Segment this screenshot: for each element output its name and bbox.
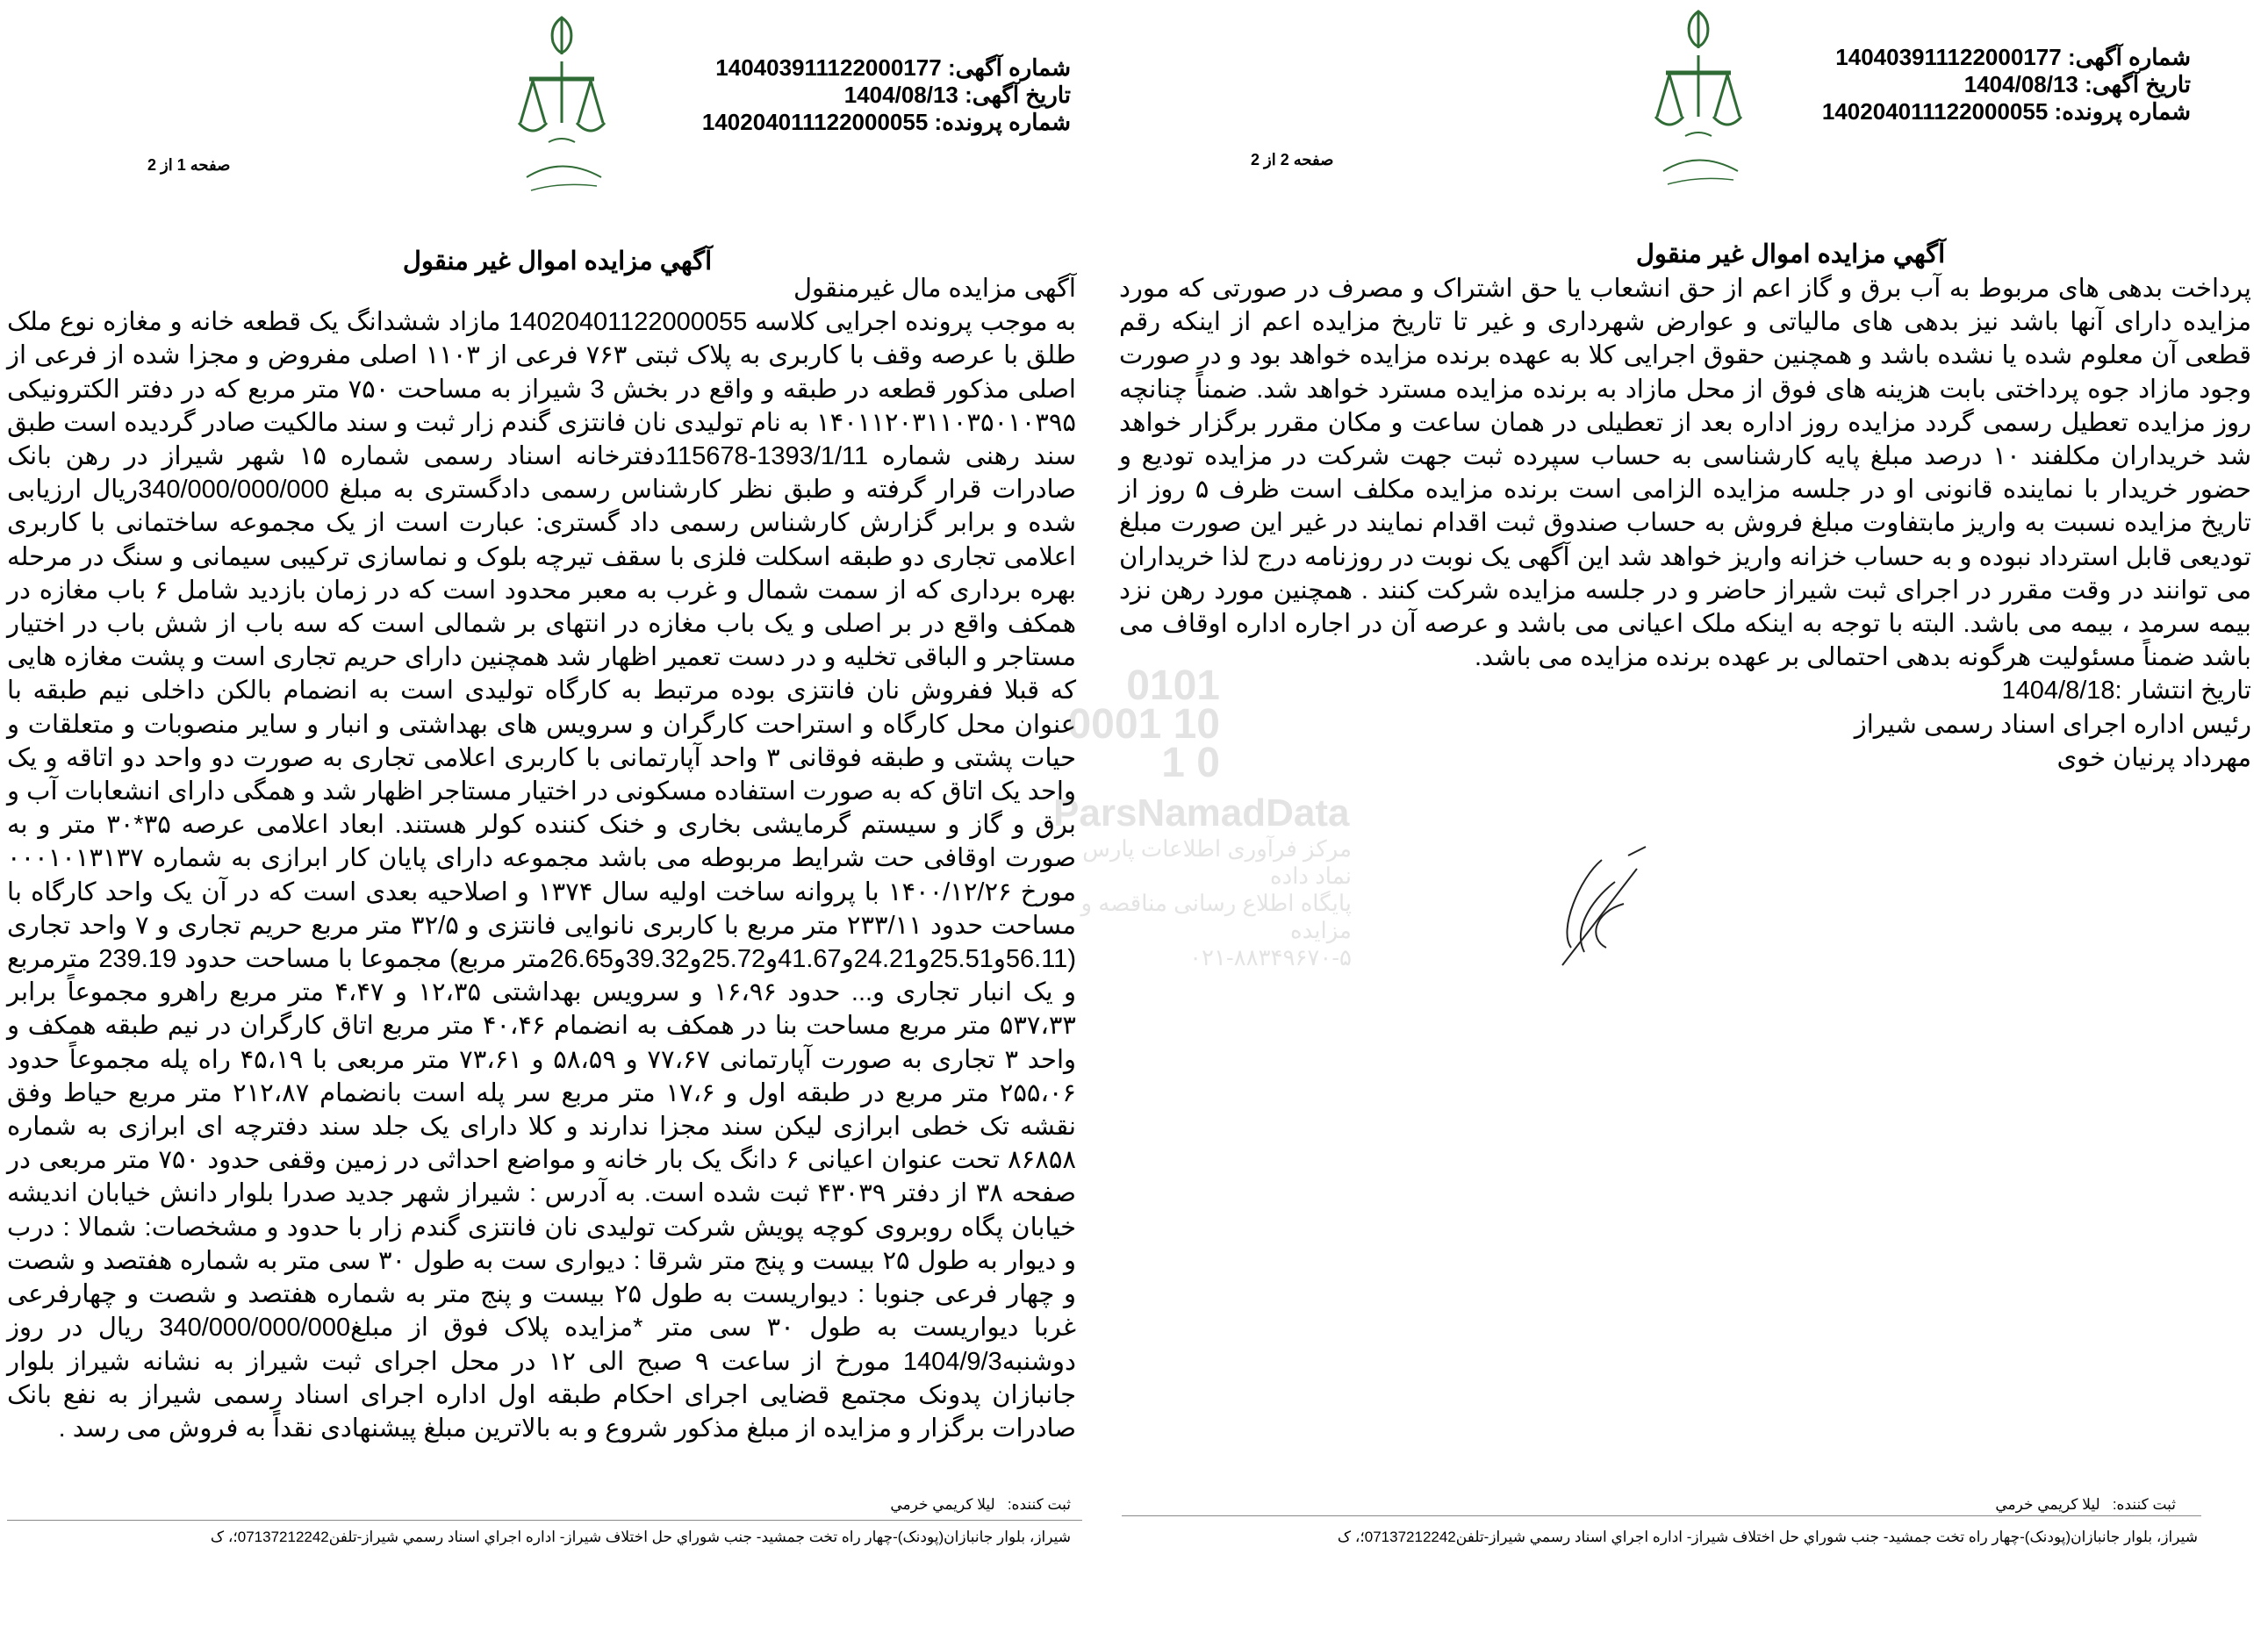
ad-date-label: تاریخ آگهی: <box>965 82 1071 108</box>
ad-number: 140403911122000177 <box>715 54 942 81</box>
document-title: آگهي مزايده اموال غير منقول <box>1635 240 1946 269</box>
header-meta <box>1822 44 2191 125</box>
ad-date-label: تاریخ آگهی: <box>2085 71 2191 97</box>
document-page-2 <box>1115 0 2268 1640</box>
watermark-brand: ParsNamadData <box>1053 791 1350 834</box>
registrar-label: ثبت کننده: <box>1007 1496 1071 1513</box>
notice-subheading: آگهی مزایده مال غیرمنقول <box>793 275 1076 303</box>
ad-date-row <box>1822 71 2191 98</box>
watermark-phone: ۰۲۱-۸۸۳۴۹۶۷۰-۵ <box>1189 944 1352 970</box>
case-number-label: شماره پرونده: <box>2054 98 2191 125</box>
footer-address: شیراز، بلوار جانبازان(پودنک)-چهار راه تخت جمشید- جنب شوراي حل اختلاف شيراز- اداره اجراي اسناد رسمي شيراز-تلفن07137212242؛، ک <box>1337 1529 2198 1545</box>
case-number-row <box>1822 98 2191 125</box>
header-meta <box>702 54 1071 136</box>
footer-divider <box>1122 1515 2201 1516</box>
ad-number-row <box>702 54 1071 82</box>
case-number: 140204011122000055 <box>1821 98 2049 125</box>
ad-date: 1404/08/13 <box>843 82 958 108</box>
ad-date: 1404/08/13 <box>1963 71 2078 97</box>
ad-number: 140403911122000177 <box>1835 44 2062 70</box>
registrar-label: ثبت کننده: <box>2112 1496 2176 1513</box>
publish-date-row <box>1119 674 2251 707</box>
auction-conditions-body <box>1119 272 2251 775</box>
watermark-binary: 0101 0001 10 1 0 <box>1067 662 1220 786</box>
footer-address: شیراز، بلوار جانبازان(پودنک)-چهار راه تخت جمشید- جنب شوراي حل اختلاف شيراز- اداره اجراي اسناد رسمي شيراز-تلفن07137212242؛، ک <box>210 1529 1071 1545</box>
case-number-label: شماره پرونده: <box>934 109 1071 135</box>
watermark-line: مرکز فرآوری اطلاعات پارس نماد داده <box>1082 835 1352 889</box>
signature-image <box>1554 842 1650 974</box>
judiciary-emblem-logo <box>1615 4 1782 197</box>
registrar-name: لیلا کریمي خرمي <box>890 1496 995 1513</box>
conditions-text: پرداخت بدهی های مربوط به آب برق و گاز اعم از حق انشعاب یا حق اشتراک و مصرف در صورتی که مورد مزایده دارای آنها باشد نیز بدهی های مالیاتی و عوارض شهرداری و غیر تا تاریخ مزایده اعم از اینکه رقم قطعی آن معلوم شده یا نشده باشد و همچنین حقوق اجرایی کلا به عهده برنده مزایده خواهد بود و در صورت وجود مازاد جوه پرداختی بابت هزینه های فوق از محل مازاد به برنده مزایده مسترد خواهد شد. ضمناً چنانچه روز مزایده تعطیل رسمی گردد مزایده روز اداره بعد از تعطیلی در همان ساعت و مکان مقرر برگزار خواهد شد خریداران مکلفند ۱۰ درصد مبلغ پایه کارشناسی به حساب سپرده ثبت جهت شرکت در مزایده توديع و حضور خریدار با نماینده قانونی او در جلسه مزایده الزامی است برنده مزایده مکلف است ظرف ۵ روز از تاریخ مزایده نسبت به واریز مابتفاوت مبلغ فروش به حساب صندوق ثبت اقدام نمایند در غیر این صورت مبلغ تودیعی قابل استرداد نبوده و به حساب خزانه واریز خواهد شد این آگهی یک نوبت در روزنامه درج لذا خریداران می توانند در وقت مقرر در اجرای ثبت شیراز حاضر و در جلسه مزایده شرکت کنند . همچنین مورد رهن نزد بیمه سرمد ، بیمه می باشد. البته با توجه به اینکه ملک اعیانی می باشد و عرصه آن در اجاره اداره اوقاف می باشد ضمناً مسئولیت هرگونه بدهی احتمالی بر عهده برنده مزایده می باشد. <box>1119 275 2251 672</box>
judiciary-emblem-logo <box>478 11 645 204</box>
page-number: صفحه 1 از 2 <box>147 156 231 174</box>
auction-notice-body <box>7 272 1076 1445</box>
publish-date-label: تاریخ انتشار : <box>2114 677 2251 705</box>
registrar <box>1995 1496 2176 1514</box>
signer-name: مهرداد پرنیان خوی <box>2056 743 2251 772</box>
page-number: صفحه 2 از 2 <box>1251 151 1334 168</box>
ad-number-label: شماره آگهی: <box>947 54 1071 81</box>
ad-number-row <box>1822 44 2191 71</box>
ad-number-label: شماره آگهی: <box>2067 44 2191 70</box>
document-page-1 <box>0 0 1115 1640</box>
case-number-row <box>702 109 1071 136</box>
case-number: 140204011122000055 <box>701 109 929 135</box>
registrar-name: لیلا کریمي خرمي <box>1995 1496 2100 1513</box>
notice-text: به موجب پرونده اجرایی کلاسه 14020401122000055 مازاد ششدانگ یک قطعه خانه و مغازه نوع ملک طلق با عرصه وقف با کاربری به پلاک ثبتی ۷۶۳ فرعی از ۱۱۰۳ اصلی مفروض و مجزا شده از فرعی از اصلی مذکور قطعه در طبقه و واقع در بخش 3 شیراز به مساحت ۷۵۰ متر مربع که در دفتر الکترونیکی ۱۴۰۱۱۲۰۳۱۱۰۳۵۰۱۰۳۹۵ به نام تولیدی نان فانتزی گندم زار ثبت و سند مالکیت صادر گردیده است طبق سند رهنی شماره 1393/1/11-115678دفترخانه اسناد رسمی شماره ۱۵ شهر شیراز در رهن بانک صادرات قرار گرفته و طبق نظر کارشناس رسمی دادگستری به مبلغ 340/000/000/000ریال ارزیابی شده و برابر گزارش کارشناس رسمی داد گستری: عبارت است از یک مجموعه ساختمانی با کاربری اعلامی تجاری دو طبقه اسکلت فلزی با سقف تیرچه بلوک و نماسازی ترکیبی سیمانی و سنگ در مرحله بهره برداری که از سمت شمال و غرب به معبر محدود است که در زمان بازدید شامل ۶ باب مغازه در همکف واقع در بر اصلی و یک باب مغازه در انتهای بر شمالی است که سه باب از شش باب در اختیار مستاجر و الباقی تخلیه و در دست تعمیر اظهار شد همچنین دارای حریم تجاری است و پشت مغازه هایی که قبلا ففروش نان فانتزی بوده مرتبط به کارگاه تولیدی است به انضمام بالکن داخلی نیم طبقه با عنوان محل کارگاه و استراحت کارگران و سرویس های بهداشتی و انبار و سایر منصوبات و متعلقات و حیات پشتی و طبقه فوقانی ۳ واحد آپارتمانی با کاربری اعلامی تجاری به صورت دو واحد دو اتاقه و یک واحد یک اتاق که به صورت استفاده مسکونی در اختیار مستاجر اظهار شد و همگی دارای انشعابات آب و برق و گاز و سیستم گرمایشی بخاری و خنک کننده کولر هستند. ابعاد اعلامی عرصه ۳۵*۳۰ متر و به صورت اوقافی حت شرایط مربوطه می باشد مجموعه دارای پایان کار ابرازی به شماره ۰۰۰۱۰۱۳۱۳۷ مورخ ۱۴۰۰/۱۲/۲۶ با پروانه ساخت اولیه سال ۱۳۷۴ و اصلاحیه بعدی است که در آن یک واحد کارگاه با مساحت حدود ۲۳۳/۱۱ متر مربع با کاربری نانوایی فانتزی و ۳۲/۵ متر مربع حریم تجاری و ۷ واحد تجاری (56.11و25.51و24.21و41.67و25.72و39.32و26.65متر مربع) مجموعا با مساحت حدود 239.19 مترمربع و یک انبار تجاری و... حدود ۱۶،۹۶ و سرویس بهداشتی ۱۲،۳۵ و ۴،۴۷ متر مربع راهرو مجموعاً برابر ۵۳۷،۳۳ متر مربع مساحت بنا در همکف به انضمام ۴۰،۴۶ متر مربع اتاق کارگران در نیم طبقه همکف و واحد ۳ تجاری به صورت آپارتمانی ۷۷،۶۷ و ۵۸،۵۹ و ۷۳،۶۱ متر مربعی با ۴۵،۱۹ راه پله مجموعاً حدود ۲۵۵،۰۶ متر مربع در طبقه اول و ۱۷،۶ متر مربع سر پله است بانضمام ۲۱۲،۸۷ متر مربع حیاط وفق نقشه تک خطی ابرازی لیکن سند مجزا ندارند و کلا دارای یک جلد سند دفترچه ای ابرازی به شماره ۸۶۸۵۸ تحت عنوان اعیانی ۶ دانگ یک بار خانه و مواضع احداثی در زمین وقفی حدود ۷۵۰ متر مربعی در صفحه ۳۸ از دفتر ۴۳۰۳۹ ثبت شده است. به آدرس : شیراز شهر جدید صدرا بلوار دانش خیابان اندیشه خیابان پگاه روبروی کوچه پویش شرکت تولیدی نان فانتزی گندم زار با حدود و مشخصات: شمالا : درب و دیوار به طول ۲۵ بیست و پنج متر شرقا : دیواری ست به طول ۳۰ سی متر به شماره هفتصد و شصت و چهار فرعی جنوبا : دیواریست به طول ۲۵ بیست و پنج متر به شماره هفتصد و شصت و چهارفرعی غربا دیواریست به طول ۳۰ سی متر *مزایده پلاک فوق از مبلغ340/000/000/000 ریال در روز دوشنبه1404/9/3 مورخ از ساعت ۹ صبح الی ۱۲ در محل اجرای ثبت شیراز به نشانه شیراز بلوار جانبازان پدونک مجتمع قضایی اجرای احکام طبقه اول اداره اجرای اسناد رسمی شیراز به نفع بانک صادرات برگزار و مزایده از مبلغ مذکور شروع و به بالاترین مبلغ پیشنهادی نقداً به فروش می رسد . <box>7 308 1077 1443</box>
registrar <box>890 1496 1071 1514</box>
watermark-line: پایگاه اطلاع رسانی مناقصه و مزایده <box>1080 890 1352 943</box>
document-title: آگهي مزايده اموال غير منقول <box>402 247 713 276</box>
ad-date-row <box>702 82 1071 109</box>
publish-date: 1404/8/18 <box>2001 677 2115 705</box>
signer-title: رئیس اداره اجرای اسناد رسمی شیراز <box>1854 710 2251 739</box>
footer-divider <box>7 1520 1082 1521</box>
